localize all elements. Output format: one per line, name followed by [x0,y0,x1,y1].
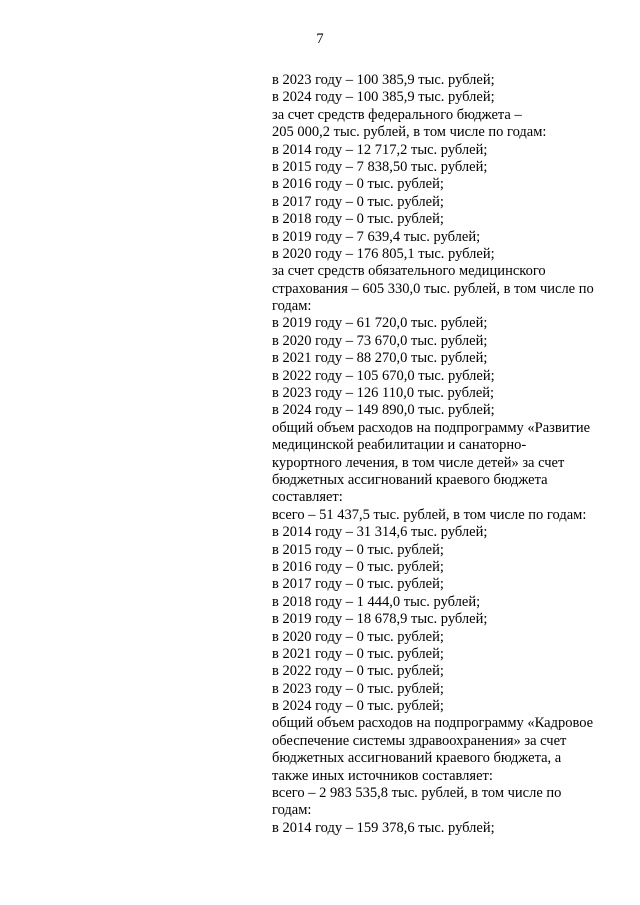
text-line: в 2017 году – 0 тыс. рублей; [272,193,444,210]
text-line: в 2018 году – 1 444,0 тыс. рублей; [272,593,481,610]
text-line: в 2015 году – 7 838,50 тыс. рублей; [272,158,488,175]
text-line: медицинской реабилитации и санаторно- [272,437,527,454]
text-line: также иных источников составляет: [272,767,493,784]
page-number: 7 [316,31,324,47]
text-line: страхования – 605 330,0 тыс. рублей, в том числе по [272,280,594,297]
text-line: в 2016 году – 0 тыс. рублей; [272,176,444,193]
text-line: в 2017 году – 0 тыс. рублей; [272,576,444,593]
text-line: в 2015 году – 0 тыс. рублей; [272,541,444,558]
text-line: в 2022 году – 0 тыс. рублей; [272,663,444,680]
text-line: в 2020 году – 73 670,0 тыс. рублей; [272,332,488,349]
text-line: годам: [272,802,312,819]
text-line: 205 000,2 тыс. рублей, в том числе по годам: [272,124,547,141]
text-line: в 2023 году – 100 385,9 тыс. рублей; [272,72,495,88]
text-line: в 2021 году – 88 270,0 тыс. рублей; [272,350,488,367]
text-line: за счет средств федерального бюджета – [272,106,522,123]
text-line: в 2022 году – 105 670,0 тыс. рублей; [272,367,495,384]
text-line: общий объем расходов на подпрограмму «Развитие [272,419,591,436]
text-line: всего – 51 437,5 тыс. рублей, в том числе по годам: [272,506,587,523]
text-line: составляет: [272,489,343,506]
text-line: в 2024 году – 100 385,9 тыс. рублей; [272,89,495,106]
text-line: в 2020 году – 176 805,1 тыс. рублей; [272,245,495,262]
text-line: в 2016 году – 0 тыс. рублей; [272,558,444,575]
text-line: в 2020 году – 0 тыс. рублей; [272,628,444,645]
text-line: за счет средств обязательного медицинского [272,263,546,280]
text-line: в 2023 году – 0 тыс. рублей; [272,680,444,697]
text-line: в 2024 году – 0 тыс. рублей; [272,698,444,715]
text-line: обеспечение системы здравоохранения» за счет [272,732,567,749]
text-line: в 2024 году – 149 890,0 тыс. рублей; [272,402,495,419]
document-body [272,72,617,837]
text-line: в 2018 году – 0 тыс. рублей; [272,211,444,228]
text-line: в 2023 году – 126 110,0 тыс. рублей; [272,385,495,402]
text-line: годам: [272,298,312,315]
text-line: бюджетных ассигнований краевого бюджета [272,471,548,488]
text-line: в 2014 году – 159 378,6 тыс. рублей; [272,819,495,836]
text-line: в 2021 году – 0 тыс. рублей; [272,645,444,662]
text-line: в 2014 году – 12 717,2 тыс. рублей; [272,141,488,158]
text-line: в 2019 году – 7 639,4 тыс. рублей; [272,228,481,245]
text-line: в 2019 году – 18 678,9 тыс. рублей; [272,611,488,628]
text-line: в 2019 году – 61 720,0 тыс. рублей; [272,315,488,332]
text-line: в 2014 году – 31 314,6 тыс. рублей; [272,524,488,541]
text-line: бюджетных ассигнований краевого бюджета, а [272,750,562,767]
text-line: общий объем расходов на подпрограмму «Кадровое [272,715,594,732]
text-line: курортного лечения, в том числе детей» за счет [272,454,565,471]
text-line: всего – 2 983 535,8 тыс. рублей, в том числе по [272,785,562,802]
